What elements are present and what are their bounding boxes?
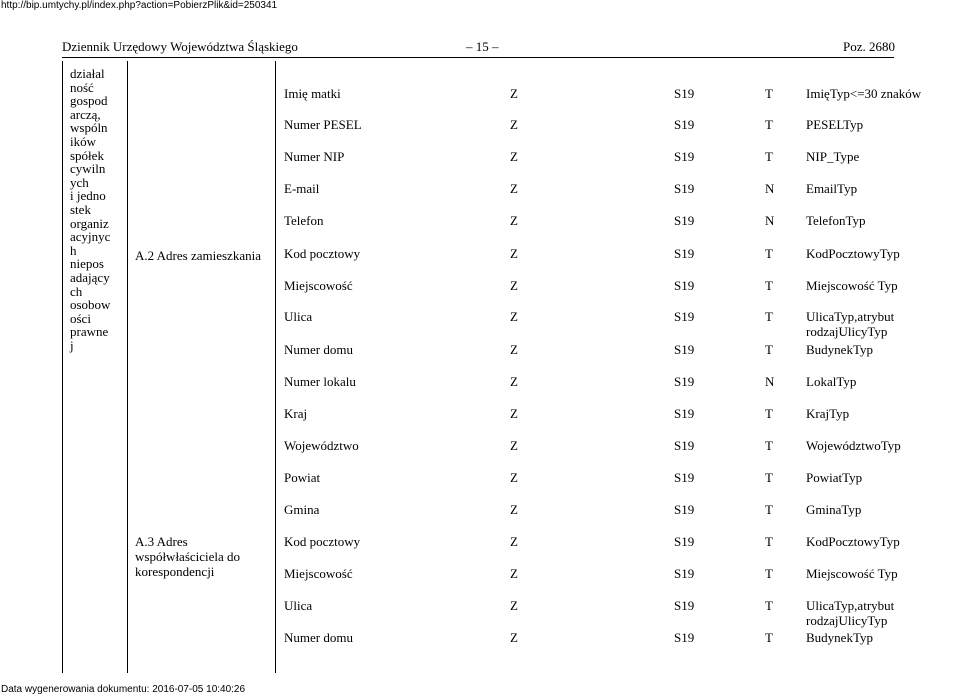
mandatory-flag: T: [765, 86, 773, 101]
field-name: Miejscowość: [284, 566, 353, 581]
subject-type-line: wspóln: [70, 120, 108, 136]
format-code: S19: [674, 213, 695, 228]
required-flag: Z: [510, 470, 518, 485]
document-table: [62, 61, 922, 673]
subject-type-line: arczą,: [70, 106, 101, 122]
field-type: KodPocztowyTyp: [806, 534, 900, 549]
subject-type-line: ch: [70, 283, 83, 299]
header-rule: [62, 57, 894, 58]
required-flag: Z: [510, 278, 518, 293]
field-type: WojewództwoTyp: [806, 438, 901, 453]
format-code: S19: [674, 470, 695, 485]
field-type: LokalTyp: [806, 374, 857, 389]
mandatory-flag: T: [765, 566, 773, 581]
field-name: Ulica: [284, 309, 313, 324]
mandatory-flag: T: [765, 630, 773, 645]
field-type: [806, 309, 894, 339]
field-type: TelefonTyp: [806, 213, 866, 228]
table-divider-2: [275, 61, 276, 673]
field-type-line: UlicaTyp,atrybut: [806, 309, 895, 324]
subject-type-line: działal: [70, 66, 105, 81]
subject-type-line: ików: [70, 133, 96, 149]
format-code: S19: [674, 278, 695, 293]
subject-type-cell: [70, 67, 126, 352]
field-name: Kod pocztowy: [284, 246, 361, 261]
format-code: S19: [674, 566, 695, 581]
mandatory-flag: T: [765, 406, 773, 421]
required-flag: Z: [510, 502, 518, 517]
mandatory-flag: N: [765, 213, 775, 228]
subject-type-line: h: [70, 242, 77, 258]
field-type: EmailTyp: [806, 181, 858, 196]
mandatory-flag: T: [765, 534, 773, 549]
mandatory-flag: T: [765, 246, 773, 261]
table-border-left: [62, 61, 63, 673]
subject-type-line: niepos: [70, 256, 104, 272]
field-type: ImięTyp<=30 znaków: [806, 86, 922, 101]
field-name: Miejscowość: [284, 278, 353, 293]
field-type: KodPocztowyTyp: [806, 246, 900, 261]
field-type: PowiatTyp: [806, 470, 863, 485]
journal-title: Dziennik Urzędowy Województwa Śląskiego: [62, 39, 298, 54]
subject-type-line: j: [70, 337, 74, 353]
required-flag: Z: [510, 406, 518, 421]
section-label-a3: A.3 Adres współwłaściciela do korespondencji: [135, 534, 241, 579]
required-flag: Z: [510, 309, 518, 324]
field-name: Powiat: [284, 470, 321, 485]
field-name: Numer lokalu: [284, 374, 356, 389]
format-code: S19: [674, 502, 695, 517]
mandatory-flag: T: [765, 470, 773, 485]
subject-type-line: ych: [70, 174, 89, 190]
subject-type-line: prawne: [70, 324, 109, 340]
required-flag: Z: [510, 630, 518, 645]
position-number: Poz. 2680: [843, 39, 895, 54]
field-type-line: UlicaTyp,atrybut: [806, 598, 895, 613]
required-flag: Z: [510, 149, 518, 164]
required-flag: Z: [510, 534, 518, 549]
field-type: NIP_Type: [806, 149, 860, 164]
field-name: Województwo: [284, 438, 359, 453]
source-url: http://bip.umtychy.pl/index.php?action=PobierzPlik&id=250341: [1, 0, 278, 11]
required-flag: Z: [510, 342, 518, 357]
required-flag: Z: [510, 86, 518, 101]
field-name: Numer NIP: [284, 149, 345, 164]
format-code: S19: [674, 534, 695, 549]
mandatory-flag: T: [765, 117, 773, 132]
subject-type-line: gospod: [70, 93, 108, 109]
format-code: S19: [674, 117, 695, 132]
required-flag: Z: [510, 438, 518, 453]
field-name: Telefon: [284, 213, 324, 228]
field-name: Kod pocztowy: [284, 534, 361, 549]
table-divider-1: [127, 61, 128, 673]
subject-type-line: acyjnyc: [70, 229, 111, 245]
subject-type-line: stek: [70, 201, 91, 217]
mandatory-flag: T: [765, 309, 773, 324]
field-name: Numer domu: [284, 630, 353, 645]
generation-date: Data wygenerowania dokumentu: 2016-07-05 10:40:26: [1, 684, 246, 695]
subject-type-line: spółek: [70, 147, 104, 163]
format-code: S19: [674, 181, 695, 196]
format-code: S19: [674, 438, 695, 453]
mandatory-flag: T: [765, 502, 773, 517]
field-name: Numer domu: [284, 342, 353, 357]
field-type-line: rodzajUlicyTyp: [806, 613, 888, 628]
field-name: Kraj: [284, 406, 308, 421]
subject-type-line: cywiln: [70, 161, 106, 177]
field-type: [806, 598, 894, 628]
field-name: E-mail: [284, 181, 320, 196]
format-code: S19: [674, 309, 695, 324]
required-flag: Z: [510, 181, 518, 196]
field-type: BudynekTyp: [806, 630, 873, 645]
subject-type-line: ność: [70, 79, 94, 95]
mandatory-flag: T: [765, 438, 773, 453]
mandatory-flag: N: [765, 374, 775, 389]
format-code: S19: [674, 86, 695, 101]
mandatory-flag: N: [765, 181, 775, 196]
required-flag: Z: [510, 117, 518, 132]
format-code: S19: [674, 246, 695, 261]
field-name: Numer PESEL: [284, 117, 362, 132]
page-number: – 15 –: [466, 39, 499, 54]
format-code: S19: [674, 342, 695, 357]
subject-type-line: osobow: [70, 297, 111, 313]
required-flag: Z: [510, 598, 518, 613]
field-name: Imię matki: [284, 86, 341, 101]
field-type: PESELTyp: [806, 117, 864, 132]
mandatory-flag: T: [765, 149, 773, 164]
field-type-line: rodzajUlicyTyp: [806, 324, 888, 339]
required-flag: Z: [510, 213, 518, 228]
mandatory-flag: T: [765, 598, 773, 613]
field-name: Ulica: [284, 598, 313, 613]
format-code: S19: [674, 598, 695, 613]
subject-type-line: i jedno: [70, 188, 106, 204]
format-code: S19: [674, 406, 695, 421]
section-label-a2: A.2 Adres zamieszkania: [135, 248, 261, 263]
format-code: S19: [674, 149, 695, 164]
field-type: Miejscowość Typ: [806, 278, 898, 293]
field-type: KrajTyp: [806, 406, 850, 421]
required-flag: Z: [510, 374, 518, 389]
subject-type-line: adający: [70, 269, 110, 285]
mandatory-flag: T: [765, 342, 773, 357]
field-name: Gmina: [284, 502, 320, 517]
required-flag: Z: [510, 566, 518, 581]
field-type: BudynekTyp: [806, 342, 873, 357]
mandatory-flag: T: [765, 278, 773, 293]
field-type: GminaTyp: [806, 502, 862, 517]
format-code: S19: [674, 374, 695, 389]
format-code: S19: [674, 630, 695, 645]
field-type: Miejscowość Typ: [806, 566, 898, 581]
subject-type-line: ości: [70, 310, 91, 326]
required-flag: Z: [510, 246, 518, 261]
subject-type-line: organiz: [70, 215, 109, 231]
